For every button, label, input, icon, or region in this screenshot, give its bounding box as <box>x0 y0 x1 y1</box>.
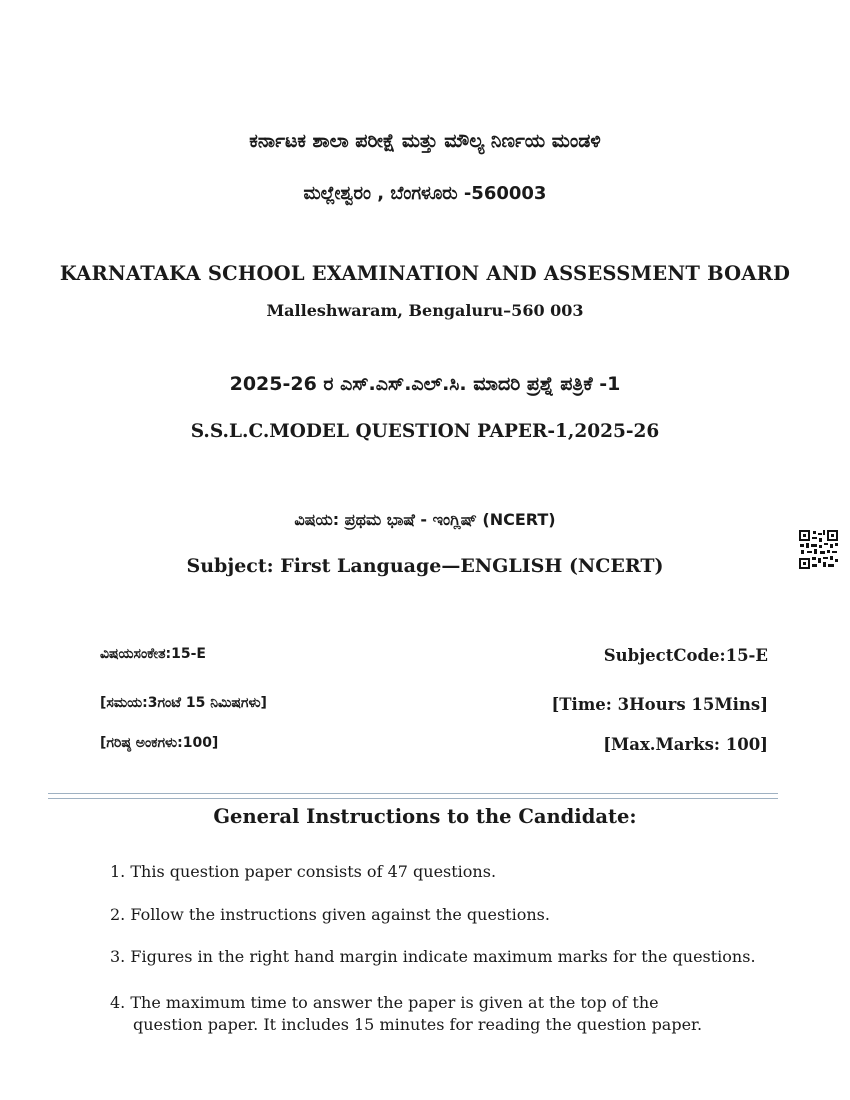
kannada-max-marks: [ಗರಿಷ್ಠ ಅಂಕಗಳು:100] <box>100 735 219 751</box>
english-time: [Time: 3Hours 15Mins] <box>551 695 768 714</box>
instruction-item-continuation: question paper. It includes 15 minutes for reading the question paper. <box>133 1015 703 1034</box>
instructions-title: General Instructions to the Candidate: <box>213 805 637 828</box>
kannada-paper-title: 2025-26 ರ ಎಸ್.ಎಸ್.ಎಲ್.ಸಿ. ಮಾದರಿ ಪ್ರಶ್ನೆ ಪತ್ರಿಕೆ -1 <box>229 373 621 395</box>
english-board-address: Malleshwaram, Bengaluru–560 003 <box>266 301 584 320</box>
english-board-name: KARNATAKA SCHOOL EXAMINATION AND ASSESSMENT BOARD <box>59 262 791 285</box>
kannada-time: [ಸಮಯ:3ಗಂಟೆ 15 ನಿಮಿಷಗಳು] <box>100 695 267 711</box>
english-max-marks: [Max.Marks: 100] <box>603 735 768 754</box>
instruction-item: 1. This question paper consists of 47 questions. <box>110 862 497 881</box>
kannada-subject-code: ವಿಷಯಸಂಕೇತ:15-E <box>100 646 206 662</box>
instruction-item: 2. Follow the instructions given against the questions. <box>110 905 550 924</box>
qr-code-icon <box>799 530 838 569</box>
kannada-board-address: ಮಲ್ಲೇಶ್ವರಂ , ಬೆಂಗಳೂರು -560003 <box>303 183 547 204</box>
divider-line-bottom <box>48 798 778 799</box>
english-subject: Subject: First Language—ENGLISH (NCERT) <box>186 555 664 577</box>
english-subject-code: SubjectCode:15-E <box>603 646 768 665</box>
kannada-board-name: ಕರ್ನಾಟಕ ಶಾಲಾ ಪರೀಕ್ಷೆ ಮತ್ತು ಮೌಲ್ಯ ನಿರ್ಣಯ ಮಂಡಳಿ <box>249 130 601 152</box>
english-paper-title: S.S.L.C.MODEL QUESTION PAPER-1,2025-26 <box>190 421 660 442</box>
instruction-item-text: 4. The maximum time to answer the paper is given at the top of the <box>110 993 659 1012</box>
instruction-item: 3. Figures in the right hand margin indicate maximum marks for the questions. <box>110 947 756 966</box>
instruction-item <box>110 992 800 1036</box>
divider-line-top <box>48 793 778 794</box>
kannada-subject: ವಿಷಯ: ಪ್ರಥಮ ಭಾಷೆ - ಇಂಗ್ಲಿಷ್ (NCERT) <box>294 510 556 529</box>
